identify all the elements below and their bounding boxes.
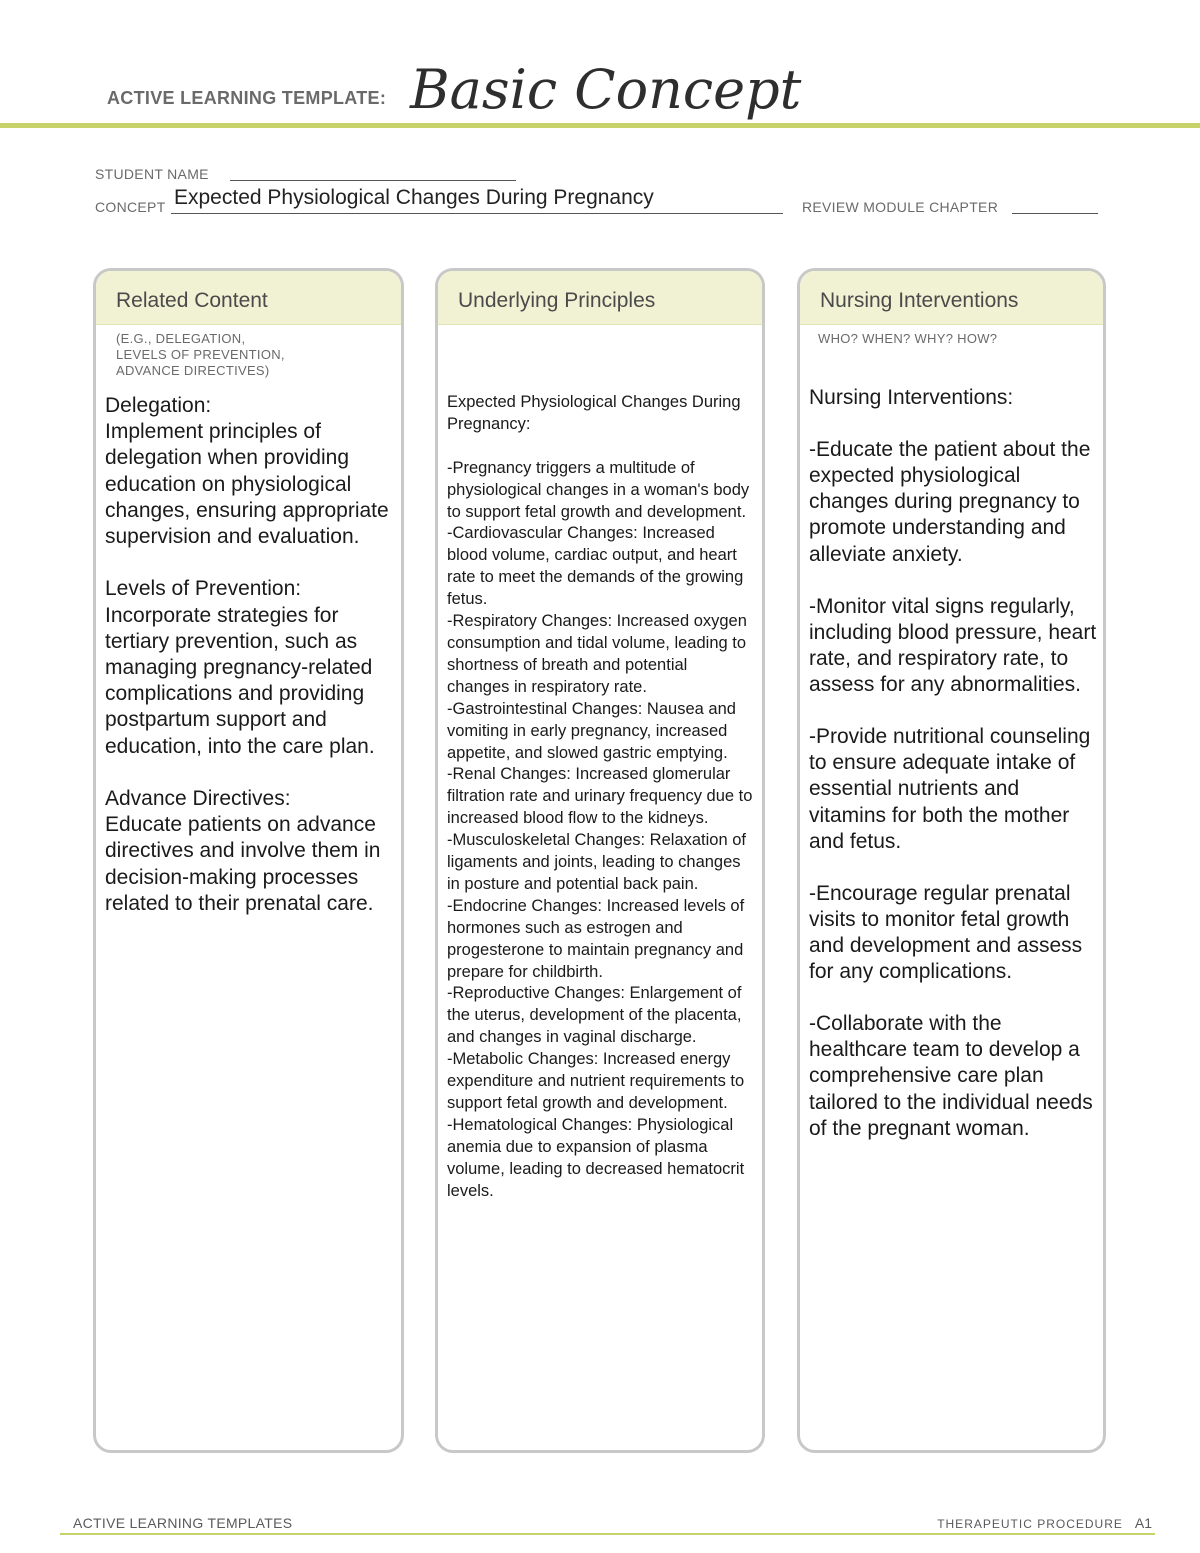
nursing-interventions-box [797,268,1106,1453]
review-module-label: REVIEW MODULE CHAPTER [802,199,999,215]
concept-value[interactable]: Expected Physiological Changes During Pregnancy [174,186,654,209]
student-name-field[interactable] [230,180,516,181]
template-title: Basic Concept [410,58,802,121]
underlying-principles-box [435,268,765,1453]
footer-code: A1 [1134,1515,1152,1531]
related-content-box [93,268,404,1453]
related-content-heading: Related Content [96,271,401,325]
student-name-label: STUDENT NAME [95,166,209,182]
concept-label: CONCEPT [95,199,166,215]
nursing-interventions-heading: Nursing Interventions [800,271,1103,325]
nursing-interventions-subtitle: WHO? WHEN? WHY? HOW? [818,331,998,346]
footer-left-label: ACTIVE LEARNING TEMPLATES [73,1515,293,1531]
template-header [107,56,1200,126]
header-divider [0,123,1200,128]
template-label: ACTIVE LEARNING TEMPLATE: [107,88,387,108]
nursing-interventions-body[interactable]: Nursing Interventions: -Educate the patient about the expected physiological changes during pregnancy to promote understanding and alleviate anxiety. -Monitor vital signs regularly, including blood pressure, heart rate, and respiratory rate, to assess for any abnormalities. -Provide nutritional counseling to ensure adequate intake of essential nutrients and vitamins for both the mother and fetus. -Encourage regular prenatal visits to monitor fetal growth and development and assess for any complications. -Collaborate with the healthcare team to develop a comprehensive care plan tailored to the individual needs of the pregnant woman. [809,386,1097,1140]
footer-divider [60,1533,1155,1535]
related-content-subtitle: (E.G., DELEGATION, LEVELS OF PREVENTION, ADVANCE DIRECTIVES) [116,331,285,378]
concept-field-line [171,213,783,214]
footer-procedure-label: THERAPEUTIC PROCEDURE [937,1517,1123,1531]
underlying-principles-body[interactable]: Expected Physiological Changes During Pregnancy: -Pregnancy triggers a multitude of physiological changes in a woman's body to support fetal growth and development. -Cardiovascular Changes: Increased blood volume, cardiac output, and heart rate to meet the demands of the growing fetus. -Respiratory Changes: Increased oxygen consumption and tidal volume, leading to shortness of breath and potential changes in respiratory rate. -Gastrointestinal Changes: Nausea and vomiting in early pregnancy, increased appetite, and slowed gastric emptying. -Renal Changes: Increased glomerular filtration rate and urinary frequency due to increased blood flow to the kidneys. -Musculoskeletal Changes: Relaxation of ligaments and joints, leading to changes in posture and potential back pain. -Endocrine Changes: Increased levels of hormones such as estrogen and progesterone to maintain pregnancy and prepare for childbirth. -Reproductive Changes: Enlargement of the uterus, development of the placenta, and changes in vaginal discharge. -Metabolic Changes: Increased energy expenditure and nutrient requirements to support fetal growth and development. -Hematological Changes: Physiological anemia due to expansion of plasma volume, leading to decreased hematocrit levels. [447,393,753,1200]
review-module-field[interactable] [1012,213,1098,214]
footer-right-label [937,1515,1152,1531]
underlying-principles-heading: Underlying Principles [438,271,762,325]
related-content-body[interactable]: Delegation: Implement principles of delegation when providing education on physiological changes, ensuring appropriate supervision and evaluation. Levels of Prevention: Incorporate strategies for tertiary prevention, such as managing pregnancy-related complications and providing postpartum support and education, into the care plan. Advance Directives: Educate patients on advance directives and involve them in decision-making processes related to their prenatal care. [105,394,389,915]
